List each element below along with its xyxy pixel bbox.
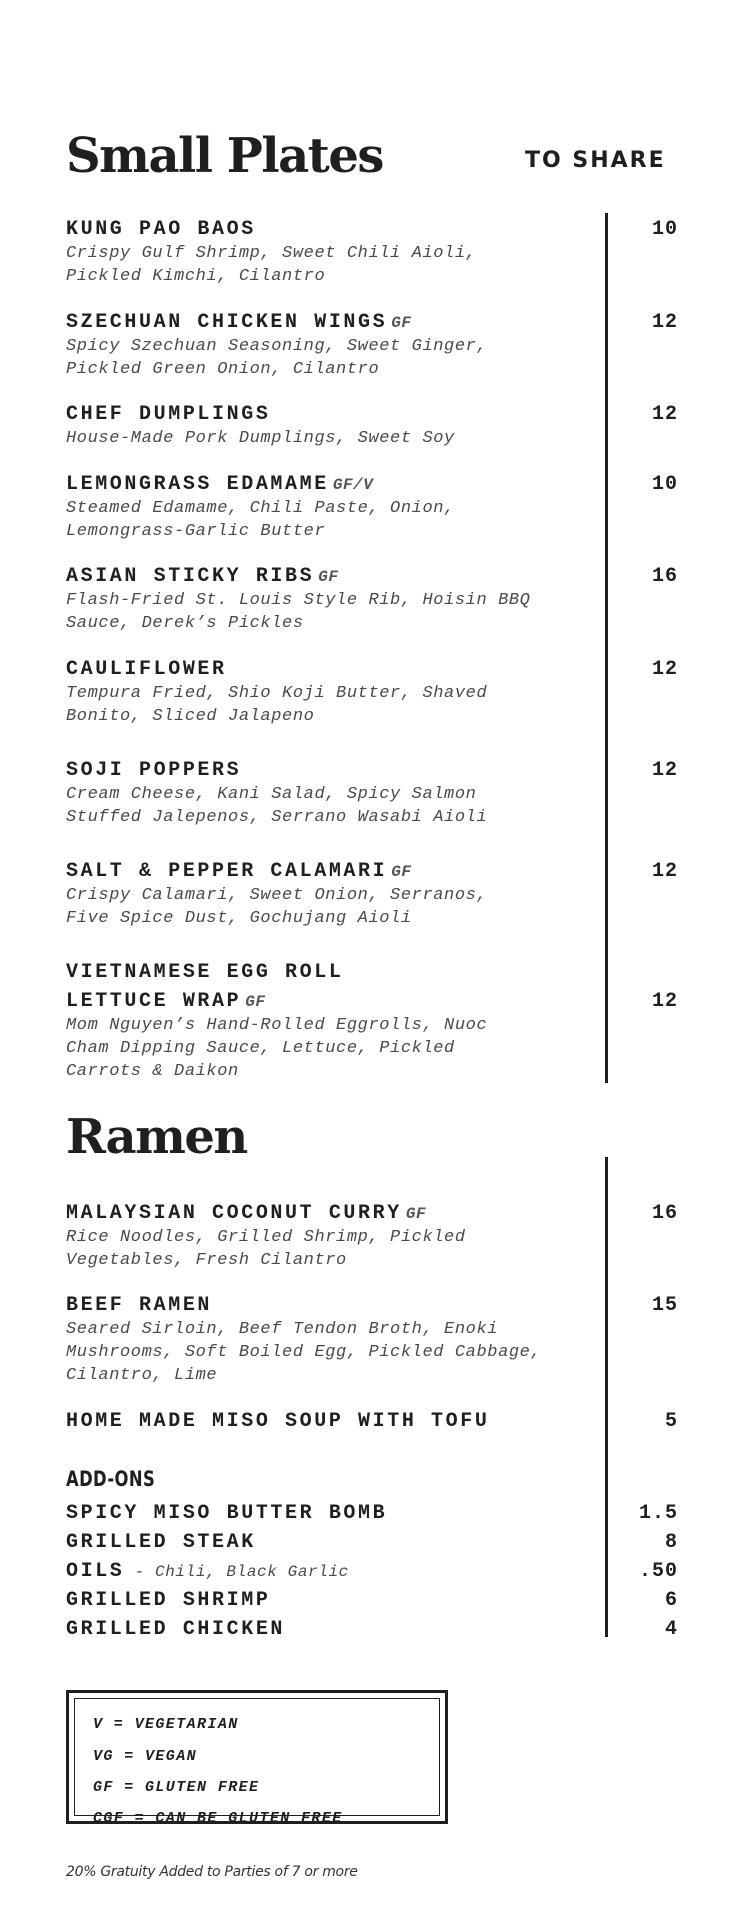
dietary-tag: GF	[318, 568, 339, 586]
item-name: CAULIFLOWER	[66, 658, 227, 681]
item-description: Crispy Gulf Shrimp, Sweet Chili Aioli, Pickled Kimchi, Cilantro	[66, 244, 477, 286]
item-description: Crispy Calamari, Sweet Onion, Serranos, Five Spice Dust, Gochujang Aioli	[66, 886, 488, 928]
item-price: 16	[651, 565, 678, 588]
gratuity-note: 20% Gratuity Added to Parties of 7 or more	[66, 1864, 358, 1880]
item-name-line1: VIETNAMESE EGG ROLL	[66, 961, 344, 984]
dietary-tag: GF	[245, 993, 266, 1011]
addon-item	[66, 1560, 349, 1584]
item-description: Flash-Fried St. Louis Style Rib, Hoisin BBQ Sauce, Derek’s Pickles	[66, 591, 531, 633]
item-price: 15	[651, 1294, 678, 1317]
item-name: SZECHUAN CHICKEN WINGS GF	[66, 311, 412, 334]
menu-item	[66, 759, 606, 829]
legend-line: CGF = CAN BE GLUTEN FREE	[93, 1810, 343, 1827]
menu-item	[66, 860, 606, 930]
item-description: Mom Nguyen’s Hand-Rolled Eggrolls, Nuoc Cham Dipping Sauce, Lettuce, Pickled Carrots & Daikon	[66, 1016, 488, 1081]
legend-line: VG = VEGAN	[93, 1748, 198, 1765]
menu-item	[66, 218, 606, 288]
item-name: LETTUCE WRAP GF	[66, 990, 266, 1013]
menu-item	[66, 473, 606, 543]
item-name: SALT & PEPPER CALAMARI GF	[66, 860, 412, 883]
item-price: 10	[651, 218, 678, 241]
menu-item	[66, 565, 606, 635]
legend-line: GF = GLUTEN FREE	[93, 1779, 260, 1796]
addons-title: ADD-ONS	[66, 1467, 156, 1491]
addon-price: 4	[664, 1618, 678, 1641]
item-name: HOME MADE MISO SOUP WITH TOFU	[66, 1410, 490, 1433]
addon-name: GRILLED CHICKEN	[66, 1618, 286, 1641]
item-price: 16	[651, 1202, 678, 1225]
item-price: 5	[664, 1410, 678, 1433]
item-price: 12	[651, 759, 678, 782]
item-description: Seared Sirloin, Beef Tendon Broth, Enoki Mushrooms, Soft Boiled Egg, Pickled Cabbage, Cilantro, Lime	[66, 1320, 542, 1385]
section-title-small-plates: Small Plates	[66, 128, 383, 184]
addon-item	[66, 1589, 270, 1613]
addon-name: GRILLED STEAK	[66, 1531, 256, 1554]
item-name: BEEF RAMEN	[66, 1294, 213, 1317]
item-name: MALAYSIAN COCONUT CURRY GF	[66, 1202, 427, 1225]
addon-name: OILS	[66, 1560, 125, 1583]
menu-item	[66, 311, 606, 381]
legend-inner-border	[74, 1698, 440, 1827]
addon-item	[66, 1502, 387, 1526]
item-price: 12	[651, 990, 678, 1013]
legend-line: V = VEGETARIAN	[93, 1716, 239, 1733]
dietary-tag: GF/V	[332, 476, 374, 494]
menu-item	[66, 1202, 606, 1272]
item-name: ASIAN STICKY RIBS GF	[66, 565, 339, 588]
addon-price: .50	[638, 1560, 678, 1583]
item-description: Tempura Fried, Shio Koji Butter, Shaved Bonito, Sliced Jalapeno	[66, 684, 488, 726]
item-price: 12	[651, 860, 678, 883]
item-name: SOJI POPPERS	[66, 759, 242, 782]
section-title-ramen: Ramen	[66, 1109, 247, 1165]
addon-name: GRILLED SHRIMP	[66, 1589, 271, 1612]
addon-description: - Chili, Black Garlic	[124, 1563, 349, 1581]
addon-price: 8	[664, 1531, 678, 1554]
menu-item	[66, 658, 606, 728]
menu-item	[66, 403, 606, 450]
item-description: Rice Noodles, Grilled Shrimp, Pickled Vegetables, Fresh Cilantro	[66, 1228, 466, 1270]
dietary-tag: GF	[391, 863, 412, 881]
dietary-legend-box	[66, 1690, 448, 1827]
item-name: KUNG PAO BAOS	[66, 218, 256, 241]
item-price: 12	[651, 658, 678, 681]
menu-item	[66, 1410, 606, 1434]
addon-item	[66, 1618, 285, 1642]
item-description: Steamed Edamame, Chili Paste, Onion, Lemongrass-Garlic Butter	[66, 499, 455, 541]
addon-price: 1.5	[638, 1502, 678, 1525]
item-price: 10	[651, 473, 678, 496]
item-description: Cream Cheese, Kani Salad, Spicy Salmon Stuffed Jalepenos, Serrano Wasabi Aioli	[66, 785, 488, 827]
menu-item	[66, 1294, 606, 1387]
section-subtitle-to-share: TO SHARE	[525, 148, 666, 173]
item-description: Spicy Szechuan Seasoning, Sweet Ginger, Pickled Green Onion, Cilantro	[66, 337, 488, 379]
item-name: LEMONGRASS EDAMAME GF/V	[66, 473, 374, 496]
item-price: 12	[651, 403, 678, 426]
item-price: 12	[651, 311, 678, 334]
addon-name: SPICY MISO BUTTER BOMB	[66, 1502, 388, 1525]
addon-item	[66, 1531, 256, 1555]
item-description: House-Made Pork Dumplings, Sweet Soy	[66, 429, 455, 448]
dietary-tag: GF	[405, 1205, 427, 1223]
menu-item	[66, 961, 606, 1083]
item-name: CHEF DUMPLINGS	[66, 403, 271, 426]
dietary-tag: GF	[391, 314, 412, 332]
addon-price: 6	[664, 1589, 678, 1612]
